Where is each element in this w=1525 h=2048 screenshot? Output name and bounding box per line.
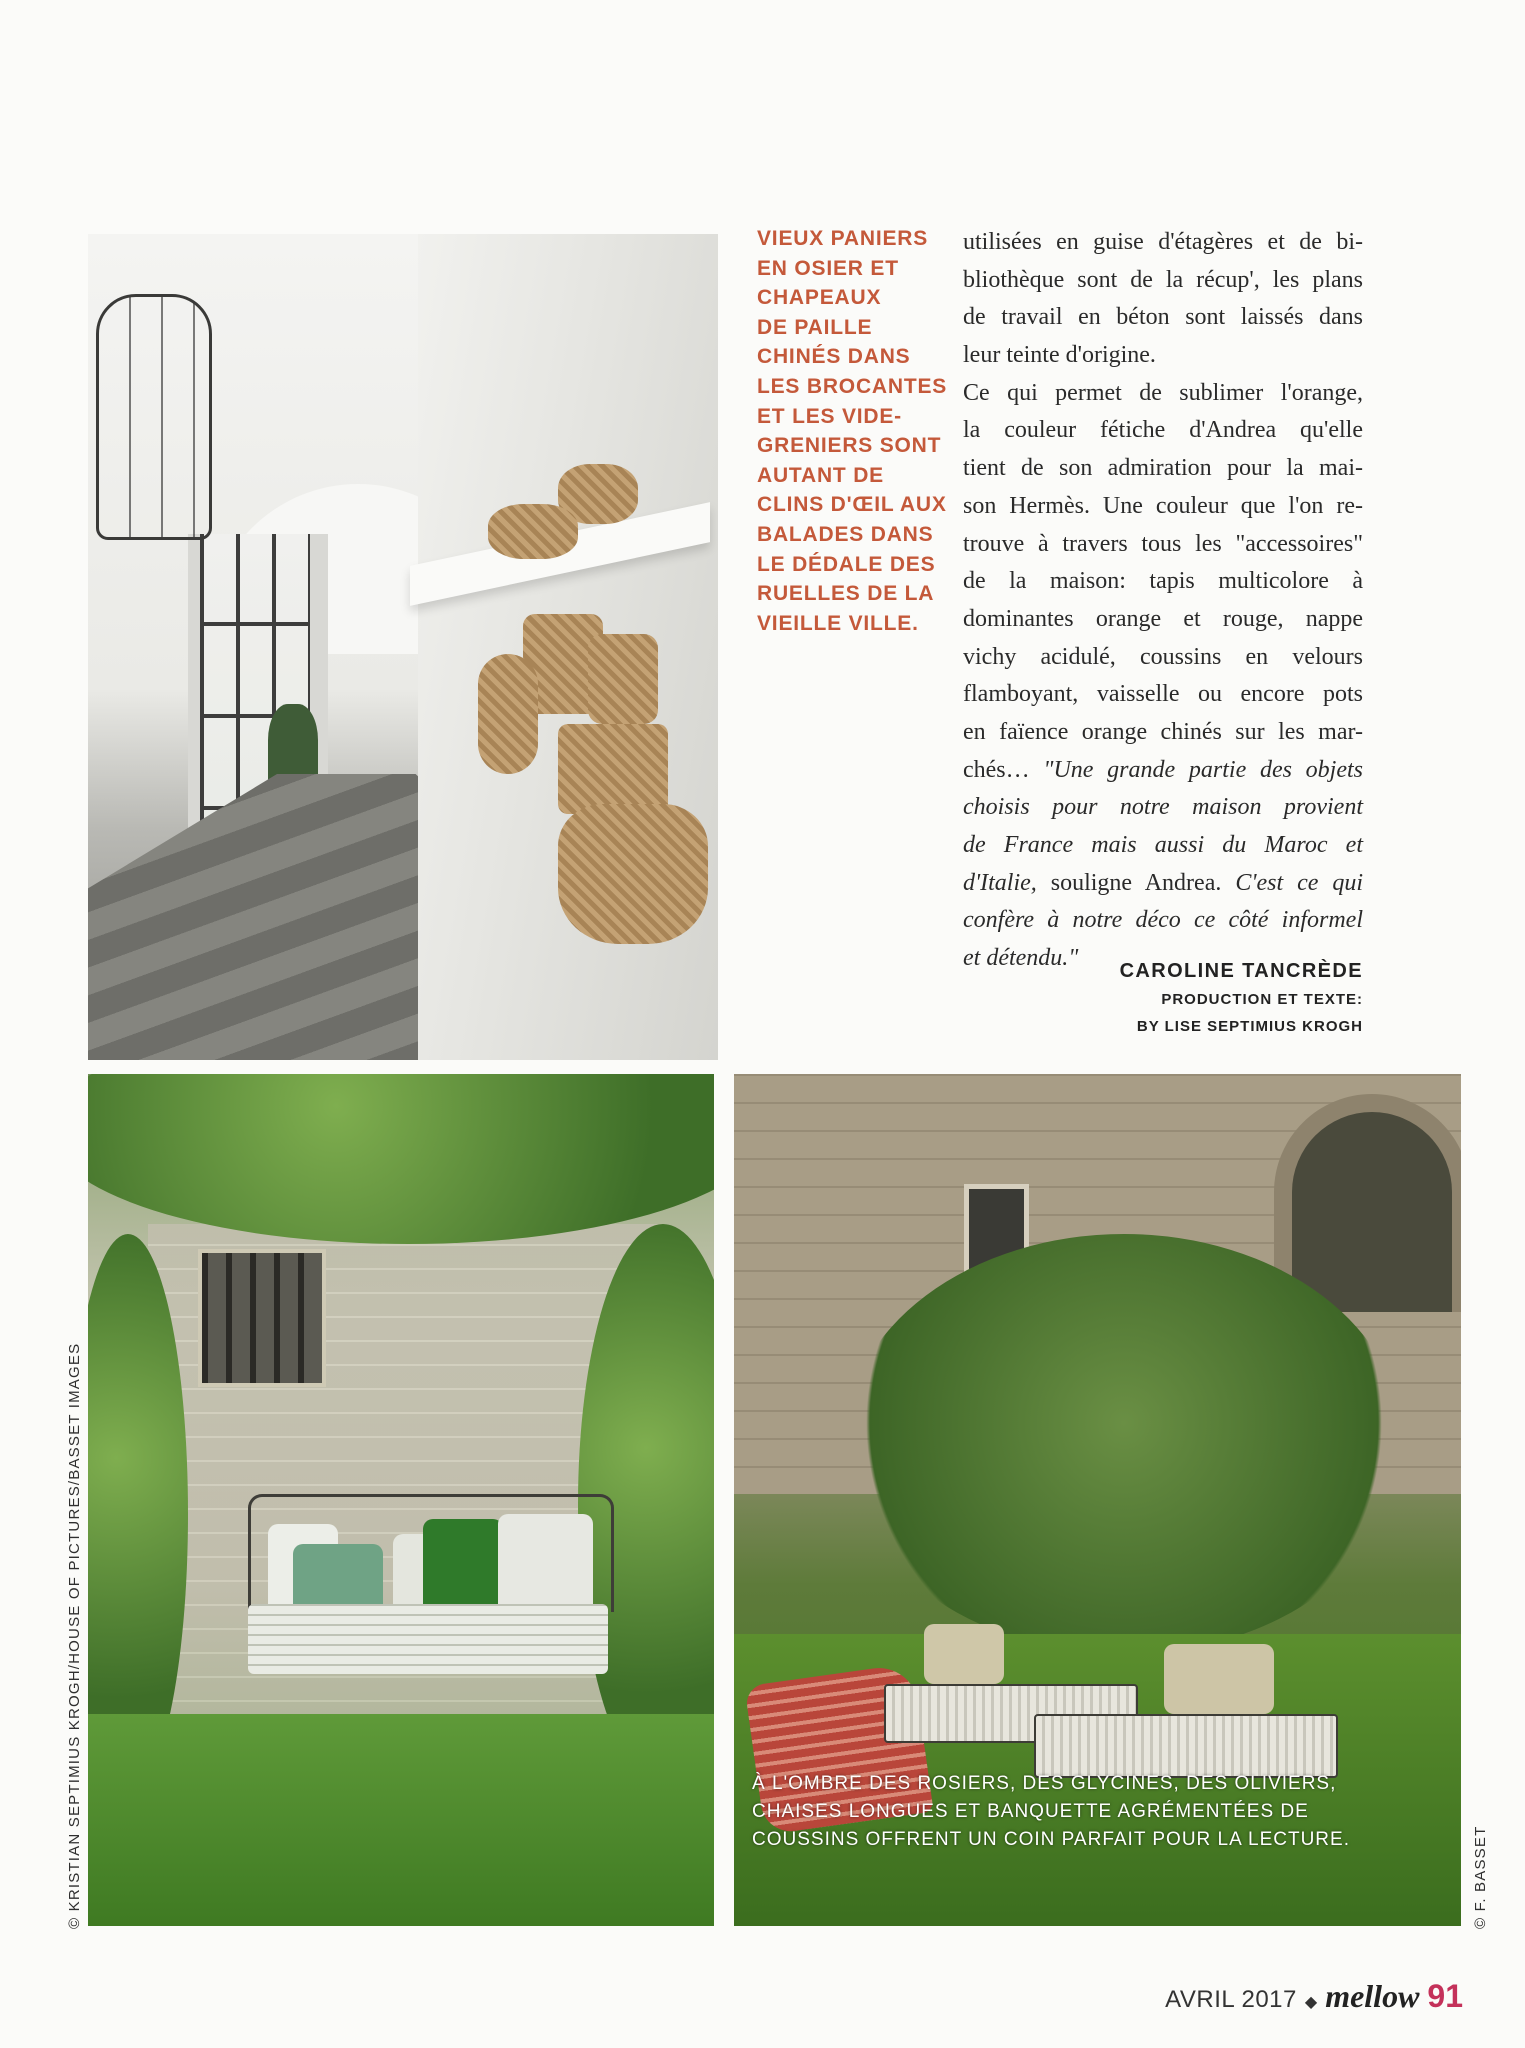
article-quote: C'est ce qui <box>1235 869 1364 896</box>
caption-line: CLINS D'ŒIL AUX <box>757 493 947 517</box>
article-line: de France mais aussi du Maroc et <box>963 832 1363 858</box>
issue-date: AVRIL 2017 <box>1165 1986 1297 2013</box>
article-line: et détendu." <box>963 945 1079 972</box>
bench-seat <box>248 1604 608 1674</box>
cushion-illustration <box>1164 1644 1274 1714</box>
basket-illustration <box>558 804 708 944</box>
barred-window <box>198 1249 326 1387</box>
article-line: leur teinte d'origine. <box>963 342 1156 369</box>
photo-garden-bench <box>88 1074 714 1926</box>
article-quote: d'Italie, <box>963 869 1037 896</box>
caption-line: À L'OMBRE DES ROSIERS, DES GLYCINES, DES OLIVIERS, <box>752 1773 1337 1794</box>
magazine-logo: mellow <box>1325 1978 1420 2014</box>
lounger-illustration <box>1034 1714 1338 1778</box>
article-line: la couleur fétiche d'Andrea qu'elle <box>963 417 1363 444</box>
cushion-illustration <box>924 1624 1004 1684</box>
caption-line: ET LES VIDE- <box>757 404 902 428</box>
caption-line: EN OSIER ET <box>757 256 899 280</box>
article-quote: "Une grande partie des objets <box>1043 756 1364 783</box>
article-line: bliothèque sont de la récup', les plans <box>963 266 1363 293</box>
cushion-illustration <box>498 1514 593 1614</box>
diamond-icon: ◆ <box>1304 1994 1318 2011</box>
caption-line: AUTANT DE <box>757 463 884 487</box>
production-credit-name: BY LISE SEPTIMIUS KROGH <box>1136 1018 1363 1035</box>
article-line: tient de son admiration pour la mai- <box>963 455 1363 482</box>
article-line: trouve à travers tous les "accessoires" <box>963 530 1363 557</box>
article-line: de la maison: tapis multicolore à <box>963 568 1363 595</box>
lantern-illustration <box>96 294 212 540</box>
stone-arch <box>1274 1094 1461 1312</box>
caption-line: VIEUX PANIERS <box>757 227 929 250</box>
caption-line: CHAPEAUX <box>757 286 882 310</box>
photo-caption-garden <box>752 1770 1432 1854</box>
page-number: 91 <box>1427 1978 1463 2014</box>
article-line <box>963 865 1363 903</box>
article-line <box>963 752 1363 790</box>
article-line: en faïence orange chinés sur les mar- <box>963 718 1363 745</box>
basket-illustration <box>588 634 658 724</box>
article-line: son Hermès. Une couleur que l'on re- <box>963 492 1363 519</box>
article-body <box>963 224 1363 978</box>
caption-line: LES BROCANTES <box>757 374 948 398</box>
article-text: souligne Andrea. <box>1050 869 1222 896</box>
article-line: de travail en béton sont laissés dans <box>963 304 1363 331</box>
lawn <box>88 1714 714 1926</box>
caption-line: RUELLES DE LA <box>757 582 935 606</box>
article-line: Ce qui permet de sublimer l'orange, <box>963 379 1363 406</box>
caption-line: LE DÉDALE DES <box>757 552 936 576</box>
caption-line: GRENIERS SONT <box>757 434 942 458</box>
caption-line: BALADES DANS <box>757 522 934 546</box>
basket-illustration <box>478 654 538 774</box>
caption-line: COUSSINS OFFRENT UN COIN PARFAIT POUR LA LECTURE. <box>752 1829 1350 1850</box>
page-footer <box>1165 1978 1463 2015</box>
photo-alley-baskets <box>88 234 718 1060</box>
article-line: vichy acidulé, coussins en velours <box>963 643 1363 670</box>
author-name: CAROLINE TANCRÈDE <box>1119 960 1363 982</box>
caption-line: CHAISES LONGUES ET BANQUETTE AGRÉMENTÉES DE <box>752 1801 1309 1822</box>
article-line: utilisées en guise d'étagères et de bi- <box>963 229 1363 255</box>
caption-line: DE PAILLE <box>757 315 873 339</box>
article-line: flamboyant, vaisselle ou encore pots <box>963 681 1363 708</box>
hat-illustration <box>488 504 578 559</box>
photo-caption-baskets <box>757 224 947 638</box>
photo-credit-left: © KRISTIAN SEPTIMIUS KROGH/HOUSE OF PICTURES/BASSET IMAGES <box>66 1342 83 1929</box>
byline <box>1120 956 1363 1040</box>
foliage <box>88 1074 714 1244</box>
olive-tree <box>844 1234 1404 1654</box>
photo-garden-loungers <box>734 1074 1461 1926</box>
article-line: dominantes orange et rouge, nappe <box>963 605 1363 632</box>
article-text: chés… <box>963 756 1030 783</box>
photo-credit-right: © F. BASSET <box>1472 1825 1489 1929</box>
caption-line: VIEILLE VILLE. <box>757 611 919 635</box>
basket-illustration <box>558 724 668 814</box>
article-line: choisis pour notre maison provient <box>963 794 1363 821</box>
caption-line: CHINÉS DANS <box>757 345 911 369</box>
article-line: confère à notre déco ce côté informel <box>963 907 1363 934</box>
production-credit-label: PRODUCTION ET TEXTE: <box>1161 991 1363 1008</box>
